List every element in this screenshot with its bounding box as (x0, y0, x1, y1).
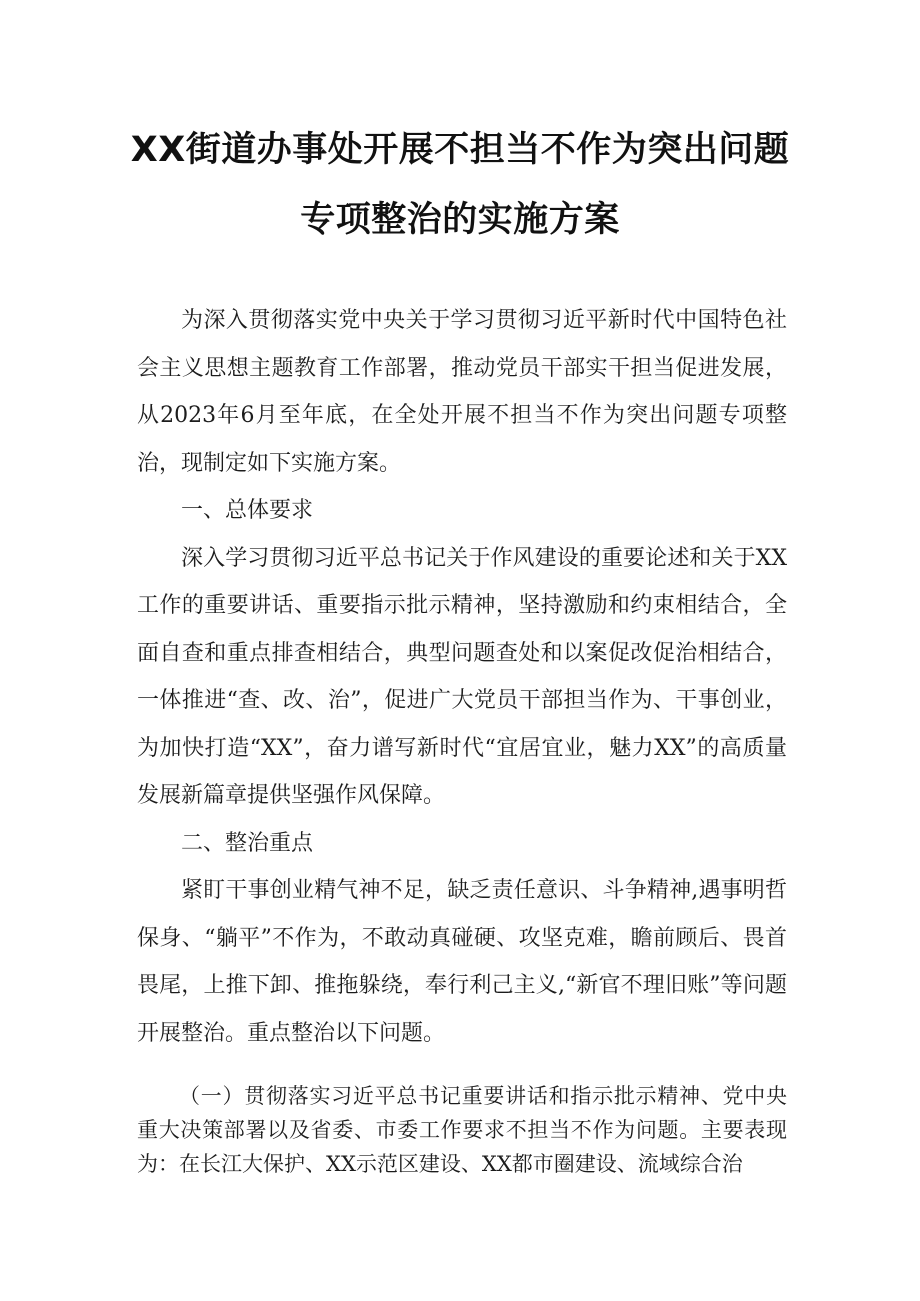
paragraph-rectification-focus: 紧盯干事创业精气神不足，缺乏责任意识、斗争精神,遇事明哲保身、“躺平”不作为，不敢动真碰硬、攻坚克难，瞻前顾后、畏首畏尾，上推下卸、推拖躲绕，奉行利己主义,“新官不理旧账”等问题开展整治。重点整治以下问题。 (137, 878, 787, 1046)
document-body (137, 297, 787, 1181)
section-heading-1: 一、总体要求 (181, 498, 314, 523)
document-title-line-1: XX街道办事处开展不担当不作为突出问题 (130, 130, 790, 170)
paragraph-intro: 为深入贯彻落实党中央关于学习贯彻习近平新时代中国特色社会主义思想主题教育工作部署，推动党员干部实干担当促进发展，从2023年6月至年底，在全处开展不担当不作为突出问题专项整治，现制定如下实施方案。 (137, 308, 787, 476)
document-title-line-2: 专项整治的实施方案 (300, 200, 620, 240)
paragraph-general-requirements: 深入学习贯彻习近平总书记关于作风建设的重要论述和关于XX工作的重要讲话、重要指示批示精神，坚持激励和约束相结合，全面自查和重点排查相结合，典型问题查处和以案促改促治相结合，一体推进“查、改、治”，促进广大党员干部担当作为、干事创业，为加快打造“XX”，奋力谱写新时代“宜居宜业，魅力XX”的高质量发展新篇章提供坚强作风保障。 (137, 545, 787, 808)
section-heading-2: 二、整治重点 (181, 830, 314, 856)
paragraph-item-1: （一）贯彻落实习近平总书记重要讲话和指示批示精神、党中央重大决策部署以及省委、市委工作要求不担当不作为问题。主要表现为：在长江大保护、XX示范区建设、XX都市圈建设、流域综合治 (137, 1084, 787, 1176)
